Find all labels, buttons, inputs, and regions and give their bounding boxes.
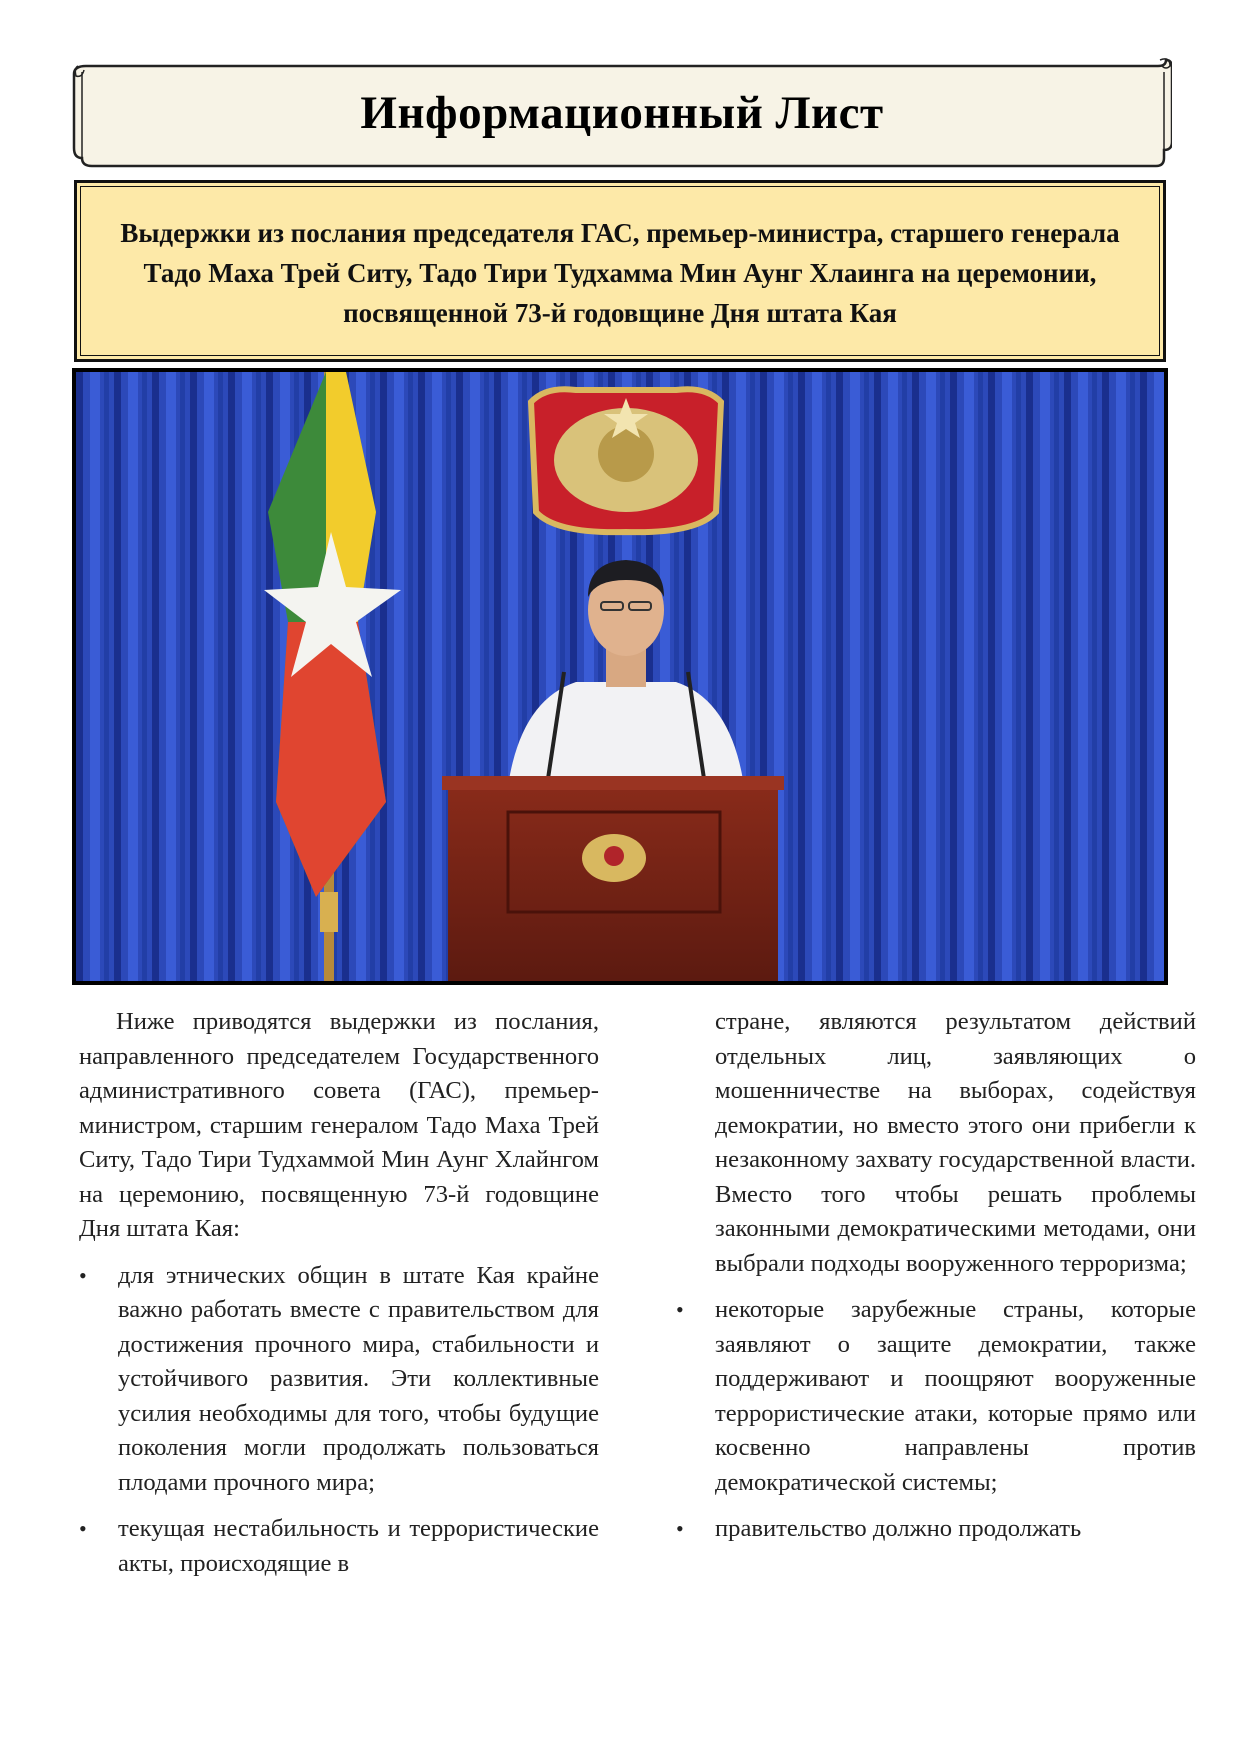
podium — [442, 776, 784, 981]
list-item: • некоторые зарубежные страны, которые заявляют о защите демократии, также поддерживают и поощряют вооруженные террористические атаки, которые прямо или косвенно направлены против демократической системы; — [676, 1293, 1196, 1500]
subtitle-box: Выдержки из послания председателя ГАС, премьер-министра, старшего генерала Тадо Маха Трей Ситу, Тадо Тири Тудхамма Мин Аунг Хлаинга на церемонии, посвященной 73-й годовщине Дня штата Кая — [74, 180, 1166, 362]
right-bullet-list — [676, 1293, 1196, 1547]
state-emblem — [531, 389, 721, 532]
left-bullet-list — [79, 1259, 599, 1582]
list-item: • для этнических общин в штате Кая крайне важно работать вместе с правительством для достижения прочного мира, стабильности и устойчивого развития. Эти коллективные усилия необходимы для того, чтобы будущие поколения могли продолжать пользоваться плодами прочного мира; — [79, 1259, 599, 1501]
list-item: • правительство должно продолжать — [676, 1512, 1196, 1547]
left-column — [79, 1005, 599, 1581]
continuation-paragraph: стране, являются результатом действий отдельных лиц, заявляющих о мошенничестве на выборах, содействуя демократии, но вместо этого они прибегли к незаконному захвату государственной власти. Вместо того чтобы решать проблемы законными демократическими методами, они выбрали подходы вооруженного терроризма; — [715, 1008, 1196, 1277]
speech-photo — [72, 368, 1168, 985]
right-column — [676, 1005, 1196, 1547]
intro-paragraph: Ниже приводятся выдержки из послания, направленного председателем Государственного административного совета (ГАС), премьер-министром, старшим генералом Тадо Маха Трей Ситу, Тадо Тири Тудхаммой Мин Аунг Хлайнгом на церемонию, посвященную 73-й годовщине Дня штата Кая: — [79, 1008, 599, 1242]
page-title: Информационный Лист — [360, 87, 884, 139]
title-banner — [72, 58, 1172, 170]
list-item: • текущая нестабильность и террористические акты, происходящие в — [79, 1512, 599, 1581]
